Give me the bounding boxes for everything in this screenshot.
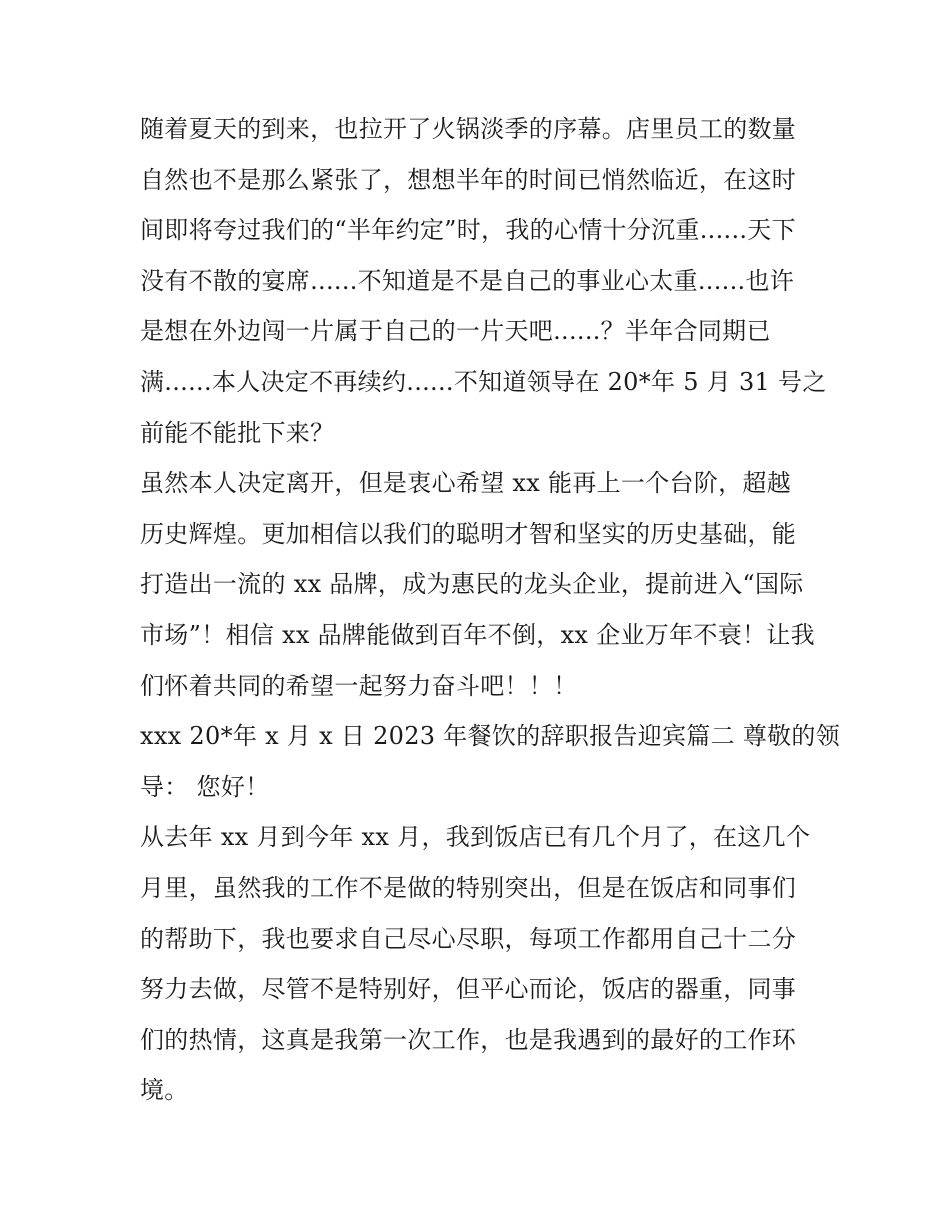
text-line: 满......本人决定不再续约......不知道领导在 20*年 5 月 31 号之: [140, 367, 827, 396]
text-line: 间即将夸过我们的“半年约定”时，我的心情十分沉重......天下: [140, 216, 796, 245]
text-line: 没有不散的宴席......不知道是不是自己的事业心太重......也许: [140, 266, 795, 295]
text-line: 随着夏天的到来，也拉开了火锅淡季的序幕。店里员工的数量: [140, 115, 797, 143]
text-line: 从去年 xx 月到今年 xx 月，我到饭店已有几个月了，在这几个: [140, 823, 811, 852]
text-line: 前能不能批下来？: [140, 418, 335, 447]
text-line: 们的热情，这真是我第一次工作，也是我遇到的最好的工作环: [140, 1025, 797, 1054]
text-line: 市场”！相信 xx 品牌能做到百年不倒，xx 企业万年不衰！让我: [140, 620, 815, 649]
text-line: 境。: [140, 1076, 189, 1105]
document-page: [140, 104, 841, 1116]
paragraph-resignation-intro: [140, 104, 827, 458]
text-line: 打造出一流的 xx 品牌，成为惠民的龙头企业，提前进入“国际: [140, 570, 804, 599]
paragraph-work-experience: [140, 812, 812, 1116]
text-line: 努力去做，尽管不是特别好，但平心而论，饭店的器重，同事: [140, 975, 797, 1004]
text-line: 虽然本人决定离开，但是衷心希望 xx 能再上一个台阶，超越: [140, 469, 792, 498]
text-line: xxx 20*年 x 月 x 日 2023 年餐饮的辞职报告迎宾篇二 尊敬的领: [140, 722, 841, 751]
paragraph-best-wishes: [140, 458, 815, 711]
text-line: 的帮助下，我也要求自己尽心尽职，每项工作都用自己十二分: [140, 924, 797, 953]
text-line: 是想在外边闯一片属于自己的一片天吧......？半年合同期已: [140, 317, 771, 346]
text-line: 自然也不是那么紧张了，想想半年的时间已悄然临近，在这时: [140, 165, 797, 194]
text-line: 月里，虽然我的工作不是做的特别突出，但是在饭店和同事们: [140, 873, 797, 902]
text-line: 导： 您好！: [140, 772, 270, 801]
paragraph-signature-and-salutation: [140, 711, 841, 812]
text-line: 历史辉煌。更加相信以我们的聪明才智和坚实的历史基础，能: [140, 519, 797, 548]
text-line: 们怀着共同的希望一起努力奋斗吧！！！: [140, 671, 578, 700]
